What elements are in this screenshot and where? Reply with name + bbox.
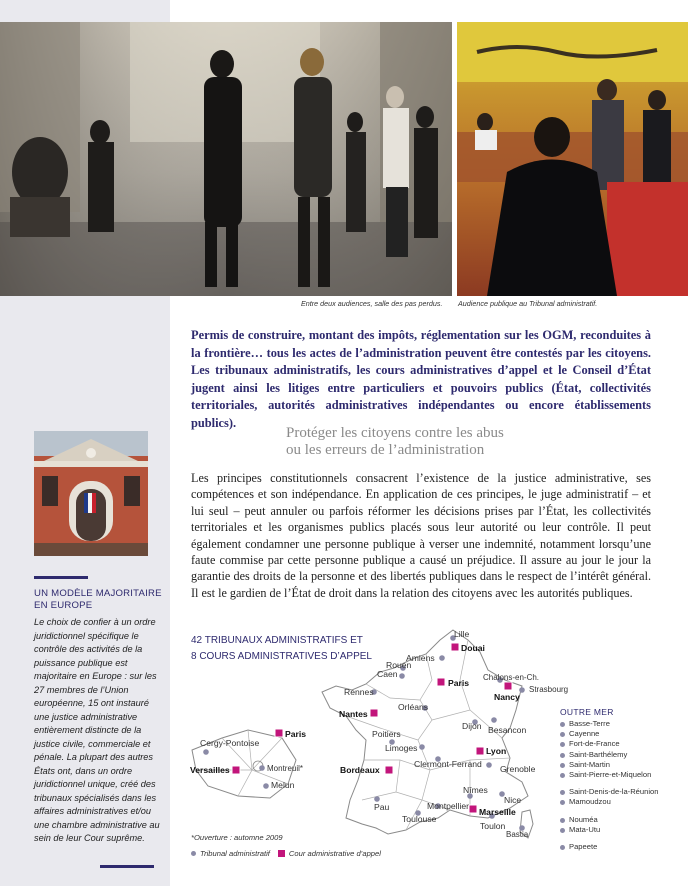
sidebar-rule-bottom [100, 865, 154, 868]
label-dijon: Dijon [462, 721, 482, 731]
marker-versailles [232, 766, 240, 774]
outre-mer-title: OUTRE MER [560, 707, 614, 717]
marker-pau [374, 796, 380, 802]
outre-mer-list [560, 707, 658, 852]
marker-cergy [203, 749, 209, 755]
label-strasbourg: Strasbourg [529, 685, 569, 694]
label-rouen: Rouen [386, 660, 412, 670]
marker-lyon [476, 747, 484, 755]
marker-nantes [370, 709, 378, 717]
legend-ta-icon [191, 851, 196, 856]
label-chalons: Chalons-en-Ch. [483, 673, 540, 682]
label-poitiers: Poitiers [372, 729, 401, 739]
marker-douai [451, 643, 459, 651]
sidebar-text: Le choix de confier à un ordre juridictionnel spécifique le contrôle des activités de la puissance publique est majoritaire en Europe : sur les 27 membres de l’Union européenne, 15 ont instauré une justice administrative entièrement distincte de la justice civile, commerciale et pénale. La plupart des autres États ont, dans un ordre juridictionnel unique, créé des tribunaux spécialisés dans les affaires administratives et/ou une chambre administrative au sein de leur Cour suprême. [34, 617, 160, 843]
label-besancon: Besancon [488, 725, 527, 735]
france-map [170, 620, 569, 850]
marker-marseille [469, 805, 477, 813]
label-pau: Pau [374, 802, 390, 812]
outre-mer-group3 [560, 815, 658, 835]
label-montreuil: Montreuil* [267, 764, 304, 773]
label-lille: Lille [454, 629, 470, 639]
photo-courtroom [457, 22, 688, 296]
photo1-caption: Entre deux audiences, salle des pas perdus. [301, 299, 443, 308]
outre-mer-item: Saint-Denis-de-la-Réunion [560, 787, 658, 797]
label-marseille: Marseille [479, 807, 516, 817]
label-versailles: Versailles [190, 765, 230, 775]
photo2-caption: Audience publique au Tribunal administratif. [458, 299, 598, 308]
outre-mer-item: Papeete [560, 842, 658, 852]
outre-mer-item: Saint-Pierre-et-Miquelon [560, 770, 658, 780]
outre-mer-item: Mamoudzou [560, 797, 658, 807]
label-paris: Paris [448, 678, 470, 688]
marker-melun [263, 783, 269, 789]
outre-mer-item: Saint-Martin [560, 760, 658, 770]
outre-mer-group2 [560, 787, 658, 807]
label-toulouse: Toulouse [402, 814, 437, 824]
label-clermont: Clermont-Ferrand [414, 759, 482, 769]
label-limoges: Limoges [385, 743, 418, 753]
section-title-line1: Protéger les citoyens contre les abus [286, 425, 504, 441]
label-nancy: Nancy [494, 692, 520, 702]
sidebar-rule-top [34, 576, 88, 579]
label-paris-inset: Paris [285, 729, 307, 739]
photo-lobby [0, 22, 452, 296]
label-nantes: Nantes [339, 709, 368, 719]
outre-mer-item: Saint-Barthélemy [560, 750, 658, 760]
map-title-line1: 42 TRIBUNAUX ADMINISTRATIFS ET [191, 635, 363, 646]
label-cergy: Cergy-Pontoise [200, 738, 260, 748]
label-montpellier: Montpellier [427, 801, 470, 811]
legend-caa-label: Cour administrative d’appel [288, 849, 381, 858]
label-grenoble: Grenoble [500, 764, 536, 774]
legend-ta-label: Tribunal administratif [200, 849, 270, 858]
sidebar-title [34, 588, 164, 612]
marker-bordeaux [385, 766, 393, 774]
outre-mer-item: Mata-Utu [560, 825, 658, 835]
label-nice: Nice [504, 795, 522, 805]
outre-mer-group4 [560, 842, 658, 852]
marker-caen [399, 673, 405, 679]
map-legend [191, 849, 381, 858]
label-caen: Caen [377, 669, 398, 679]
label-rennes: Rennes [344, 687, 374, 697]
outre-mer-item: Fort-de-France [560, 739, 658, 749]
legend-caa-icon [278, 850, 285, 857]
section-title [286, 425, 586, 458]
intro-paragraph: Permis de construire, montant des impôts, réglementation sur les OGM, reconduites à la frontière… tous les actes de l’administration peuvent être contestés par les citoyens. Les tribunaux administratifs, les cours administratives d’appel et le Conseil d’État jugent ainsi les litiges entre particuliers et pouvoirs publics (État, collectivités territoriales, autorités administratives indépendantes ou encore établissements publics). [191, 328, 651, 430]
marker-strasbourg [519, 687, 525, 693]
label-nimes: Nîmes [463, 785, 488, 795]
outre-mer-item: Cayenne [560, 729, 658, 739]
marker-nancy [504, 682, 512, 690]
marker-paris-inset [275, 729, 283, 737]
sidebar-title-line1: UN MODÈLE MAJORITAIRE [34, 588, 162, 599]
map-footnote: *Ouverture : automne 2009 [191, 833, 283, 842]
section-title-line2: ou les erreurs de l’administration [286, 441, 485, 458]
marker-paris [437, 678, 445, 686]
label-orleans: Orléans [398, 702, 429, 712]
sidebar-title-line2: EN EUROPE [34, 600, 93, 611]
outre-mer-item: Basse-Terre [560, 719, 658, 729]
outre-mer-item: Nouméa [560, 815, 658, 825]
outre-mer-group1 [560, 719, 658, 780]
label-melun: Melun [271, 780, 295, 790]
label-douai: Douai [461, 643, 485, 653]
marker-limoges [419, 744, 425, 750]
photo-building [34, 431, 148, 556]
section-body: Les principes constitutionnels consacrent l’existence de la justice administrative, ses compétences et son indépendance. En application de ces principes, le juge administratif – et lui seul – peut annuler ou parfois réformer les décisions prises par l’État, les collectivités territoriales et les organismes publics placés sous leur autorité ou leur contrôle. Il peut également condamner une personne publique à verser une indemnité, notamment lorsqu’une faute commise par cette personne publique a causé un préjudice. Il assure au jour le jour la garantie des droits de la personne et des libertés publiques dans le respect de l’intérêt général. Il est le gardien de l’État de droit dans la relation des citoyens avec les autorités publiques. [191, 471, 651, 600]
label-amiens: Amiens [406, 653, 435, 663]
marker-amiens [439, 655, 445, 661]
label-bordeaux: Bordeaux [340, 765, 380, 775]
label-toulon: Toulon [480, 821, 506, 831]
marker-montreuil [259, 765, 265, 771]
map-title-line2: 8 COURS ADMINISTRATIVES D’APPEL [191, 651, 372, 662]
marker-besancon [491, 717, 497, 723]
label-bastia: Bastia [506, 830, 529, 839]
marker-grenoble [486, 762, 492, 768]
label-lyon: Lyon [486, 746, 507, 756]
